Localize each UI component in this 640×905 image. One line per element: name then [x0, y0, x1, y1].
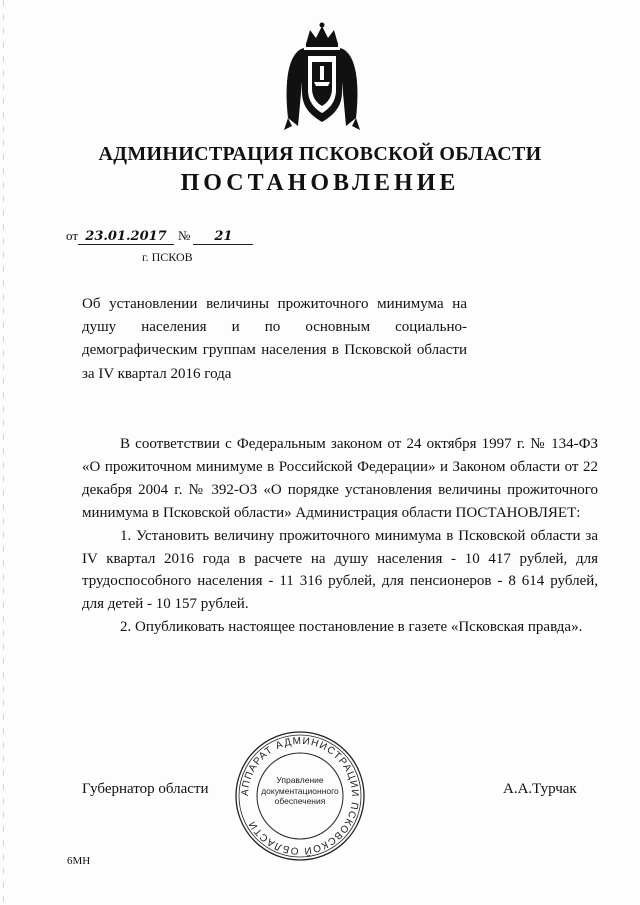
city: г. ПСКОВ: [142, 250, 193, 264]
document-subject: Об установлении величины прожиточного минимума на душу населения и по основным социально-демографическим группам населения в Псковской области за IV квартал 2016 года: [82, 296, 467, 382]
stamp-center-text: [233, 775, 367, 807]
document-type: ПОСТАНОВЛЕНИЕ: [180, 170, 460, 196]
item-1-paragraph: 1. Установить величину прожиточного минимума в Псковской области за IV квартал 2016 года в расчете на душу населения - 10 417 рублей, для трудоспособного населения - 11 316 рублей, для пенсионеров - 8 614 рублей, для детей - 10 157 рублей.: [82, 527, 598, 613]
stamp-line-1: Управление: [276, 775, 324, 785]
stamp-line-2: документационного: [261, 785, 339, 796]
handwritten-date: 23.01.2017: [78, 230, 174, 245]
document-body: [82, 433, 598, 639]
signatory-position: Губернатор области: [82, 781, 209, 797]
date-prefix: от: [66, 228, 79, 243]
preamble-paragraph: В соответствии с Федеральным законом от 24 октября 1997 г. № 134-ФЗ «О прожиточном минимуме в Российской Федерации» и Законом области от 22 декабря 2004 г. № 392-ОЗ «О порядке установления величины прожиточного минимума в Псковской области» Администрация области ПОСТАНОВЛЯЕТ:: [82, 436, 598, 521]
footer-code: 6МН: [67, 855, 91, 867]
number-sign: №: [178, 228, 191, 243]
stamp-ring-text: АППАРАТ АДМИНИСТРАЦИИ ПСКОВСКОЙ ОБЛАСТИ: [239, 735, 361, 857]
scan-edge: [3, 0, 4, 905]
handwritten-number: 21: [193, 230, 253, 245]
stamp-line-3: обеспечения: [274, 796, 326, 806]
date-number-line: [66, 228, 253, 245]
coat-of-arms-icon: [282, 22, 362, 134]
organization-name: АДМИНИСТРАЦИЯ ПСКОВСКОЙ ОБЛАСТИ: [98, 143, 542, 165]
signatory-name: А.А.Турчак: [503, 781, 577, 797]
item-2-paragraph: 2. Опубликовать настоящее постановление в газете «Псковская правда».: [120, 619, 583, 636]
